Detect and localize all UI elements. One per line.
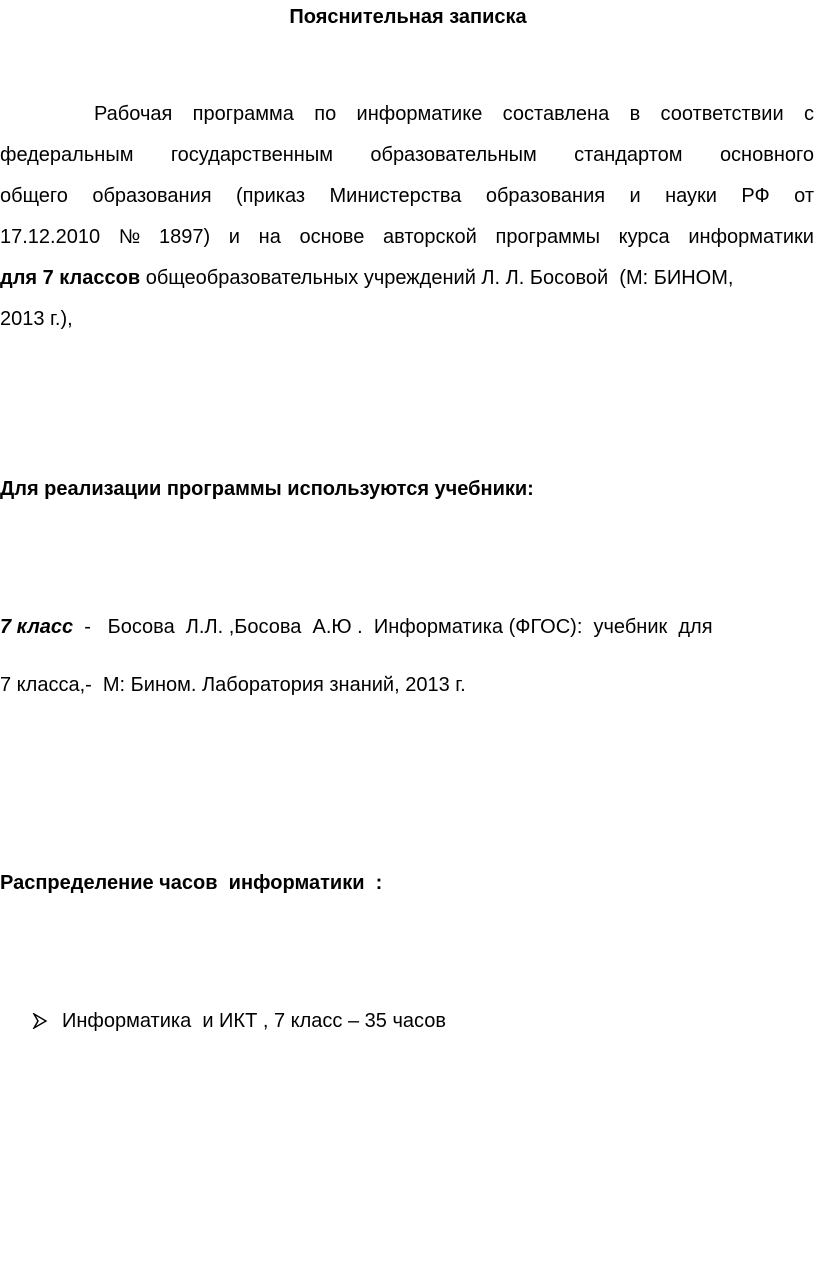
paragraph-line-2 bbox=[0, 135, 814, 176]
word: Министерства bbox=[329, 185, 462, 207]
word: общего bbox=[0, 185, 68, 207]
line-text: общеобразовательных учреждений Л. Л. Босовой (М: БИНОМ, bbox=[140, 267, 734, 289]
textbook-entry-line-1 bbox=[0, 614, 713, 640]
textbook-entry-line-2: 7 класса,- М: Бином. Лаборатория знаний, 2013 г. bbox=[0, 674, 466, 696]
word: основе bbox=[299, 226, 365, 248]
word: и bbox=[629, 185, 641, 207]
word: федеральным bbox=[0, 144, 134, 166]
textbooks-heading: Для реализации программы используются учебники: bbox=[0, 478, 534, 500]
arrow-bullet-icon bbox=[32, 1013, 48, 1029]
paragraph-line-6: 2013 г.), bbox=[0, 308, 73, 330]
word: составлена bbox=[502, 103, 610, 125]
word: образования bbox=[485, 185, 606, 207]
word: образования bbox=[92, 185, 212, 207]
word: курса bbox=[618, 226, 670, 248]
word: в bbox=[629, 103, 641, 125]
textbook-description: - Босова Л.Л. ,Босова А.Ю . Информатика (ФГОС): учебник для bbox=[73, 616, 713, 638]
grade-emphasis: для 7 классов bbox=[0, 267, 141, 289]
word: образовательным bbox=[370, 144, 537, 166]
word: программа bbox=[192, 103, 294, 125]
paragraph-line-1 bbox=[0, 94, 814, 135]
paragraph-line-5 bbox=[0, 258, 814, 299]
word: с bbox=[804, 103, 814, 125]
document-title: Пояснительная записка bbox=[289, 6, 527, 28]
word: на bbox=[258, 226, 281, 248]
list-item bbox=[32, 1008, 446, 1034]
word: от bbox=[794, 185, 814, 207]
word: программы bbox=[495, 226, 600, 248]
word: авторской bbox=[383, 226, 477, 248]
word: 17.12.2010 bbox=[0, 226, 101, 248]
word: (приказ bbox=[236, 185, 306, 207]
word: по bbox=[314, 103, 337, 125]
word: стандартом bbox=[574, 144, 683, 166]
word: Рабочая bbox=[94, 103, 173, 125]
textbook-grade-label: 7 класс bbox=[0, 616, 74, 638]
word: информатике bbox=[356, 103, 483, 125]
word: государственным bbox=[170, 144, 333, 166]
paragraph-line-3 bbox=[0, 176, 814, 217]
word: № bbox=[118, 226, 141, 248]
list-item-text: Информатика и ИКТ , 7 класс – 35 часов bbox=[62, 1010, 446, 1032]
word: основного bbox=[719, 144, 814, 166]
word: РФ bbox=[741, 185, 770, 207]
word: информатики bbox=[688, 226, 814, 248]
word: науки bbox=[665, 185, 717, 207]
paragraph-line-4 bbox=[0, 217, 814, 258]
intro-paragraph bbox=[0, 94, 814, 340]
hours-heading: Распределение часов информатики : bbox=[0, 872, 383, 894]
word: соответствии bbox=[660, 103, 784, 125]
word: и bbox=[228, 226, 240, 248]
word: 1897) bbox=[158, 226, 211, 248]
